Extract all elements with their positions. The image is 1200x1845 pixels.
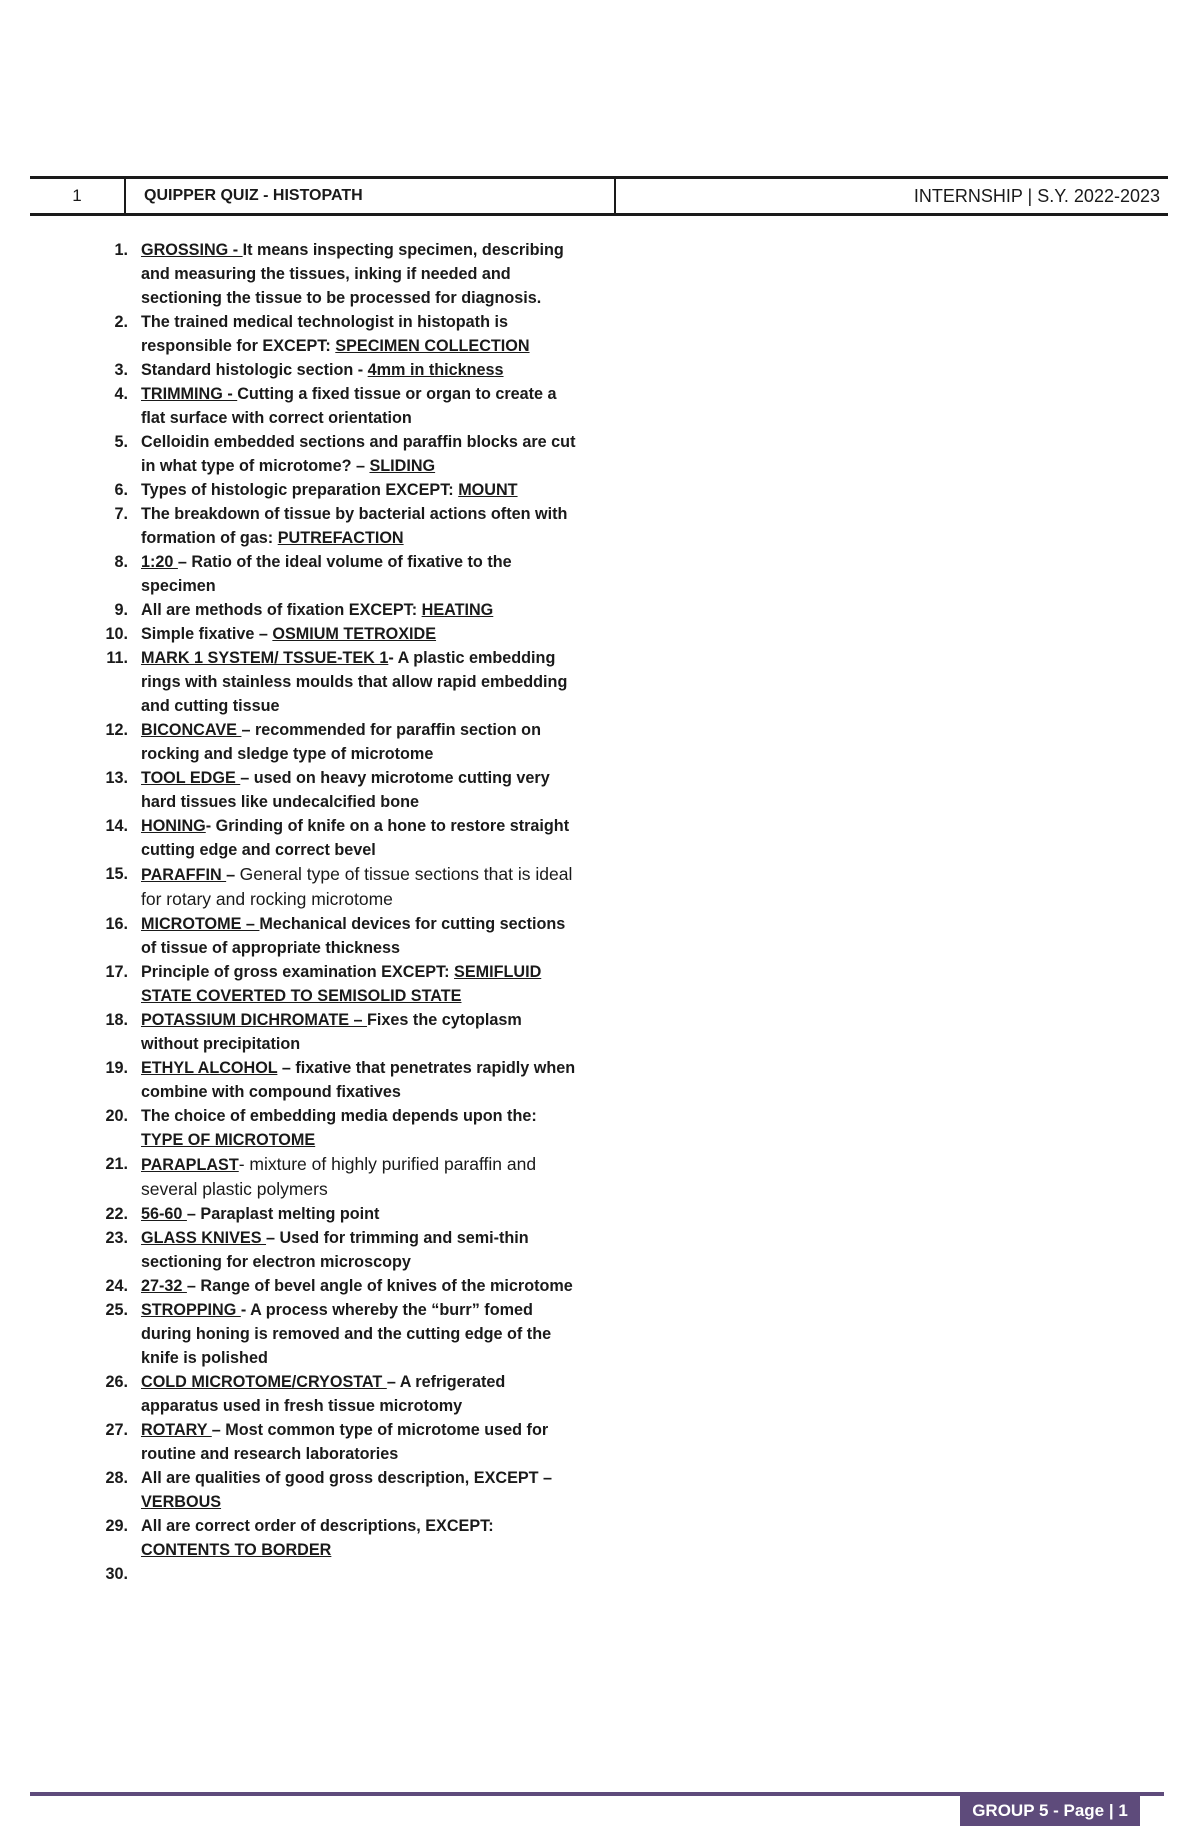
question-number: 5. xyxy=(114,433,128,451)
answer-text: BICONCAVE xyxy=(141,721,242,739)
question-text: – recommended for paraffin section on rocking and sledge type of microtome xyxy=(141,721,541,763)
question-number: 2. xyxy=(114,313,128,331)
question-item xyxy=(98,1152,578,1202)
question-number: 16. xyxy=(105,915,128,933)
question-text: – Most common type of microtome used for routine and research laboratories xyxy=(141,1421,549,1463)
answer-text: HONING xyxy=(141,817,206,835)
question-text: Principle of gross examination EXCEPT: xyxy=(141,963,455,981)
question-number: 27. xyxy=(105,1421,128,1439)
question-number: 22. xyxy=(105,1205,128,1223)
question-number: 23. xyxy=(105,1229,128,1247)
question-item xyxy=(98,1274,578,1298)
answer-text: PARAFFIN xyxy=(141,866,227,884)
header-title: QUIPPER QUIZ - HISTOPATH xyxy=(126,179,616,213)
question-number: 4. xyxy=(114,385,128,403)
question-text: All are qualities of good gross description, EXCEPT – xyxy=(141,1469,553,1487)
question-number: 12. xyxy=(105,721,128,739)
question-item xyxy=(98,622,578,646)
question-text: - mixture of highly purified paraffin and several plastic polymers xyxy=(141,1154,537,1199)
question-number: 25. xyxy=(105,1301,128,1319)
question-item xyxy=(98,1370,578,1418)
question-text: – Used for trimming and semi-thin sectioning for electron microscopy xyxy=(141,1229,529,1271)
question-item xyxy=(98,598,578,622)
question-list xyxy=(98,238,578,1583)
answer-text: POTASSIUM DICHROMATE – xyxy=(141,1011,368,1029)
answer-text: TOOL EDGE xyxy=(141,769,241,787)
question-number: 14. xyxy=(105,817,128,835)
answer-text: GROSSING - xyxy=(141,241,243,259)
answer-text: SLIDING xyxy=(369,457,436,475)
question-number: 28. xyxy=(105,1469,128,1487)
answer-text: CONTENTS TO BORDER xyxy=(141,1541,332,1559)
answer-text: STROPPING xyxy=(141,1301,241,1319)
question-item xyxy=(98,718,578,766)
answer-text: 4mm in thickness xyxy=(367,361,504,379)
answer-text: 56-60 xyxy=(141,1205,187,1223)
question-text: The breakdown of tissue by bacterial actions often with formation of gas: xyxy=(141,505,568,547)
question-item xyxy=(98,1514,578,1562)
question-number: 20. xyxy=(105,1107,128,1125)
question-text: - Grinding of knife on a hone to restore straight cutting edge and correct bevel xyxy=(141,817,570,859)
answer-text: VERBOUS xyxy=(141,1493,222,1511)
question-item xyxy=(98,478,578,502)
question-number: 1. xyxy=(114,241,128,259)
question-number: 10. xyxy=(105,625,128,643)
question-text: The choice of embedding media depends upon the: xyxy=(141,1107,537,1125)
question-number: 15. xyxy=(105,865,128,883)
question-item xyxy=(98,310,578,358)
question-item xyxy=(98,862,578,912)
question-number: 7. xyxy=(114,505,128,523)
question-item xyxy=(98,1008,578,1056)
question-text: – Range of bevel angle of knives of the microtome xyxy=(186,1277,573,1295)
answer-text: PARAPLAST xyxy=(141,1156,239,1174)
question-text: All are methods of fixation EXCEPT: xyxy=(141,601,422,619)
question-text: Celloidin embedded sections and paraffin blocks are cut in what type of microtome? – xyxy=(141,433,576,475)
answer-text: TRIMMING - xyxy=(141,385,238,403)
question-text: Types of histologic preparation EXCEPT: xyxy=(141,481,459,499)
header-term: INTERNSHIP | S.Y. 2022-2023 xyxy=(913,185,1160,206)
answer-text: GLASS KNIVES xyxy=(141,1229,267,1247)
question-text: - A plastic embedding rings with stainless moulds that allow rapid embedding and cutting tissue xyxy=(141,649,568,715)
question-text: – A refrigerated apparatus used in fresh tissue microtomy xyxy=(141,1373,506,1415)
answer-text: HEATING xyxy=(421,601,494,619)
question-item xyxy=(98,1298,578,1370)
question-item xyxy=(98,766,578,814)
question-item xyxy=(98,1202,578,1226)
question-text: Simple fixative – xyxy=(141,625,273,643)
answer-text: COLD MICROTOME/CRYOSTAT xyxy=(141,1373,387,1391)
question-text: – used on heavy microtome cutting very hard tissues like undecalcified bone xyxy=(141,769,550,811)
answer-text: OSMIUM TETROXIDE xyxy=(272,625,437,643)
question-text: Standard histologic section - xyxy=(141,361,368,379)
question-text: General type of tissue sections that is ideal for rotary and rocking microtome xyxy=(141,864,573,909)
answer-text: MARK 1 SYSTEM/ TSSUE-TEK 1 xyxy=(141,649,389,667)
question-item xyxy=(98,960,578,1008)
question-number: 21. xyxy=(105,1155,128,1173)
answer-text: PUTREFACTION xyxy=(277,529,404,547)
question-text: – fixative that penetrates rapidly when combine with compound fixatives xyxy=(141,1059,576,1101)
question-item xyxy=(98,358,578,382)
question-item xyxy=(98,1466,578,1514)
answer-text: SEMIFLUID STATE COVERTED TO SEMISOLID STATE xyxy=(141,963,542,1005)
question-item xyxy=(98,646,578,718)
question-number: 6. xyxy=(114,481,128,499)
question-number: 19. xyxy=(105,1059,128,1077)
answer-text: ETHYL ALCOHOL xyxy=(141,1059,278,1077)
question-text: Fixes the cytoplasm without precipitation xyxy=(141,1011,522,1053)
question-number: 24. xyxy=(105,1277,128,1295)
question-number: 17. xyxy=(105,963,128,981)
question-number: 13. xyxy=(105,769,128,787)
question-text: - A process whereby the “burr” fomed during honing is removed and the cutting edge of the knife is polished xyxy=(141,1301,552,1367)
question-text: It means inspecting specimen, describing and measuring the tissues, inking if needed and sectioning the tissue to be processed for diagnosis. xyxy=(141,241,564,307)
answer-text: 27-32 xyxy=(141,1277,187,1295)
question-number: 18. xyxy=(105,1011,128,1029)
answer-text: SPECIMEN COLLECTION xyxy=(335,337,530,355)
question-item xyxy=(98,502,578,550)
question-text: The trained medical technologist in histopath is responsible for EXCEPT: xyxy=(141,313,508,355)
question-text: Cutting a fixed tissue or organ to create a flat surface with correct orientation xyxy=(141,385,557,427)
question-item xyxy=(98,1418,578,1466)
question-item xyxy=(98,550,578,598)
answer-text: ROTARY xyxy=(141,1421,212,1439)
question-number: 8. xyxy=(114,553,128,571)
question-item xyxy=(98,430,578,478)
question-item xyxy=(98,1104,578,1152)
question-number: 9. xyxy=(114,601,128,619)
question-number: 26. xyxy=(105,1373,128,1391)
header-page-number: 1 xyxy=(30,179,126,213)
page-header xyxy=(30,176,1168,216)
answer-text: MOUNT xyxy=(458,481,518,499)
answer-text: MICROTOME – xyxy=(141,915,260,933)
question-item xyxy=(98,238,578,310)
question-item xyxy=(98,382,578,430)
answer-text: TYPE OF MICROTOME xyxy=(141,1131,316,1149)
question-number: 11. xyxy=(106,649,128,667)
question-text: – Ratio of the ideal volume of fixative to the specimen xyxy=(141,553,512,595)
question-item xyxy=(98,1056,578,1104)
question-text: Mechanical devices for cutting sections of tissue of appropriate thickness xyxy=(141,915,566,957)
question-item xyxy=(98,912,578,960)
question-item xyxy=(98,1226,578,1274)
question-text: All are correct order of descriptions, EXCEPT: xyxy=(141,1517,494,1535)
answer-text: 1:20 xyxy=(141,553,178,571)
question-number: 30. xyxy=(105,1565,128,1583)
question-number: 29. xyxy=(105,1517,128,1535)
question-number: 3. xyxy=(114,361,128,379)
question-text: – xyxy=(226,866,240,884)
question-text: – Paraplast melting point xyxy=(186,1205,380,1223)
question-item xyxy=(98,814,578,862)
footer-page-label: GROUP 5 - Page | 1 xyxy=(960,1796,1140,1826)
